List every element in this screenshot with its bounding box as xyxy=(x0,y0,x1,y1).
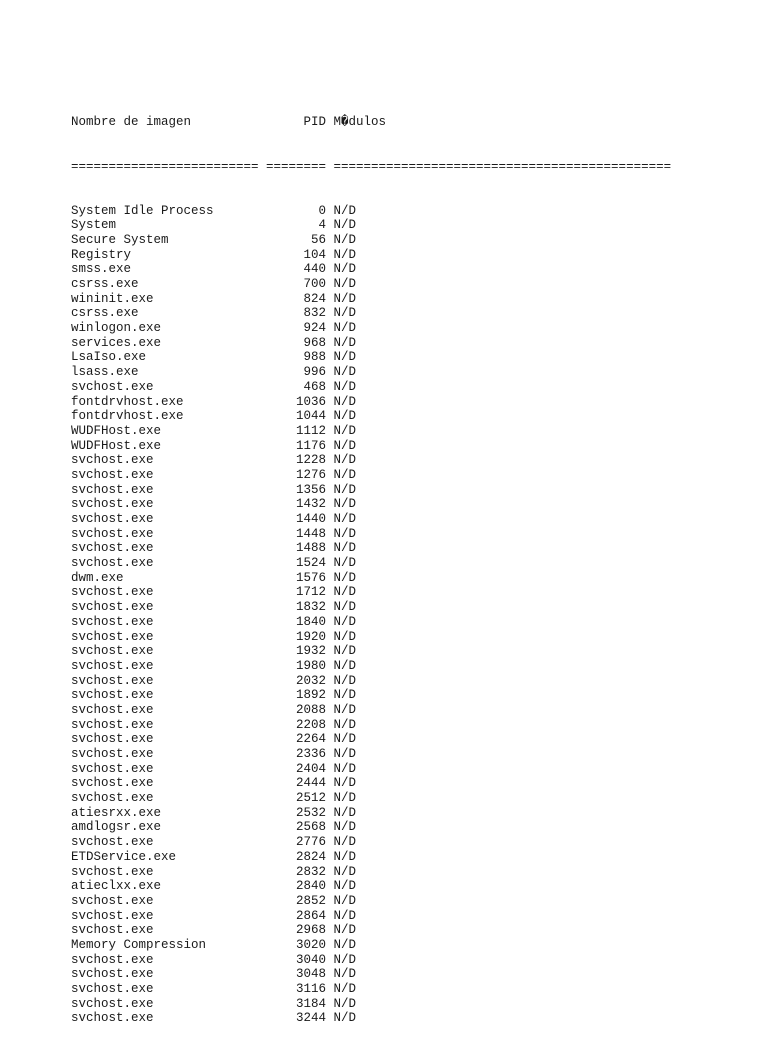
table-row xyxy=(71,321,671,336)
process-listing xyxy=(71,86,671,1041)
process-name: svchost.exe xyxy=(71,864,154,879)
table-row xyxy=(71,262,671,277)
process-modules: N/D xyxy=(333,776,357,791)
process-modules: N/D xyxy=(333,453,357,468)
process-modules: N/D xyxy=(333,262,357,277)
table-row xyxy=(71,527,671,542)
process-pid: 1112 xyxy=(296,423,327,438)
process-name: lsass.exe xyxy=(71,365,139,380)
process-pid: 832 xyxy=(303,306,327,321)
process-pid: 1276 xyxy=(296,467,327,482)
table-row xyxy=(71,483,671,498)
table-row xyxy=(71,277,671,292)
table-row xyxy=(71,923,671,938)
process-pid: 1448 xyxy=(296,526,327,541)
process-name: services.exe xyxy=(71,335,162,350)
table-row xyxy=(71,409,671,424)
table-row xyxy=(71,600,671,615)
table-row xyxy=(71,850,671,865)
process-name: fontdrvhost.exe xyxy=(71,409,184,424)
table-row xyxy=(71,204,671,219)
process-name: Memory Compression xyxy=(71,937,207,952)
process-modules: N/D xyxy=(333,247,357,262)
process-pid: 1356 xyxy=(296,482,327,497)
table-row xyxy=(71,350,671,365)
process-pid: 2264 xyxy=(296,732,327,747)
process-modules: N/D xyxy=(333,277,357,292)
process-modules: N/D xyxy=(333,908,357,923)
process-pid: 700 xyxy=(303,277,327,292)
process-pid: 988 xyxy=(303,350,327,365)
process-name: svchost.exe xyxy=(71,732,154,747)
table-row xyxy=(71,615,671,630)
table-row xyxy=(71,248,671,263)
process-modules: N/D xyxy=(333,791,357,806)
process-name: svchost.exe xyxy=(71,556,154,571)
process-pid: 3040 xyxy=(296,952,327,967)
process-pid: 2512 xyxy=(296,791,327,806)
process-modules: N/D xyxy=(333,864,357,879)
process-name: smss.exe xyxy=(71,262,132,277)
process-modules: N/D xyxy=(333,982,357,997)
process-modules: N/D xyxy=(333,629,357,644)
table-row xyxy=(71,453,671,468)
process-name: svchost.exe xyxy=(71,952,154,967)
process-name: svchost.exe xyxy=(71,702,154,717)
table-row xyxy=(71,997,671,1012)
header-image-name: Nombre de imagen xyxy=(71,115,192,130)
process-modules: N/D xyxy=(333,570,357,585)
table-row xyxy=(71,541,671,556)
process-name: WUDFHost.exe xyxy=(71,438,162,453)
process-modules: N/D xyxy=(333,952,357,967)
process-modules: N/D xyxy=(333,585,357,600)
process-pid: 3184 xyxy=(296,996,327,1011)
table-row xyxy=(71,747,671,762)
process-modules: N/D xyxy=(333,541,357,556)
process-modules: N/D xyxy=(333,835,357,850)
process-pid: 1576 xyxy=(296,570,327,585)
process-modules: N/D xyxy=(333,658,357,673)
process-modules: N/D xyxy=(333,732,357,747)
process-name: atieclxx.exe xyxy=(71,879,162,894)
table-row xyxy=(71,835,671,850)
process-name: svchost.exe xyxy=(71,761,154,776)
process-modules: N/D xyxy=(333,467,357,482)
process-modules: N/D xyxy=(333,923,357,938)
process-modules: N/D xyxy=(333,321,357,336)
process-pid: 1440 xyxy=(296,512,327,527)
process-pid: 2864 xyxy=(296,908,327,923)
process-name: svchost.exe xyxy=(71,600,154,615)
process-modules: N/D xyxy=(333,512,357,527)
process-name: csrss.exe xyxy=(71,306,139,321)
process-modules: N/D xyxy=(333,203,357,218)
process-pid: 3020 xyxy=(296,937,327,952)
process-name: svchost.exe xyxy=(71,908,154,923)
process-name: LsaIso.exe xyxy=(71,350,147,365)
process-pid: 1036 xyxy=(296,394,327,409)
process-rows xyxy=(71,204,671,1027)
process-modules: N/D xyxy=(333,600,357,615)
table-row xyxy=(71,865,671,880)
process-modules: N/D xyxy=(333,232,357,247)
process-name: svchost.exe xyxy=(71,835,154,850)
process-name: Registry xyxy=(71,247,132,262)
table-row xyxy=(71,659,671,674)
process-modules: N/D xyxy=(333,556,357,571)
process-modules: N/D xyxy=(333,350,357,365)
process-modules: N/D xyxy=(333,438,357,453)
process-modules: N/D xyxy=(333,967,357,982)
process-modules: N/D xyxy=(333,291,357,306)
process-modules: N/D xyxy=(333,644,357,659)
process-modules: N/D xyxy=(333,761,357,776)
table-row xyxy=(71,820,671,835)
table-row xyxy=(71,556,671,571)
process-name: svchost.exe xyxy=(71,467,154,482)
table-row xyxy=(71,644,671,659)
process-modules: N/D xyxy=(333,702,357,717)
process-pid: 1228 xyxy=(296,453,327,468)
table-row xyxy=(71,571,671,586)
table-row xyxy=(71,439,671,454)
process-pid: 2404 xyxy=(296,761,327,776)
process-name: svchost.exe xyxy=(71,893,154,908)
process-pid: 1932 xyxy=(296,644,327,659)
process-name: svchost.exe xyxy=(71,747,154,762)
table-row xyxy=(71,497,671,512)
process-modules: N/D xyxy=(333,482,357,497)
process-name: svchost.exe xyxy=(71,673,154,688)
process-pid: 924 xyxy=(303,321,327,336)
process-modules: N/D xyxy=(333,893,357,908)
process-pid: 1840 xyxy=(296,614,327,629)
process-pid: 2832 xyxy=(296,864,327,879)
table-row xyxy=(71,879,671,894)
table-row xyxy=(71,380,671,395)
process-pid: 996 xyxy=(303,365,327,380)
process-modules: N/D xyxy=(333,688,357,703)
process-modules: N/D xyxy=(333,747,357,762)
table-row xyxy=(71,909,671,924)
process-name: winlogon.exe xyxy=(71,321,162,336)
table-row xyxy=(71,688,671,703)
header-pid: PID xyxy=(303,115,327,130)
process-pid: 1176 xyxy=(296,438,327,453)
separator-pid: ======== xyxy=(266,159,327,174)
process-name: amdlogsr.exe xyxy=(71,820,162,835)
process-modules: N/D xyxy=(333,1011,357,1026)
process-pid: 2532 xyxy=(296,805,327,820)
process-pid: 2336 xyxy=(296,747,327,762)
process-modules: N/D xyxy=(333,996,357,1011)
process-pid: 1524 xyxy=(296,556,327,571)
table-row xyxy=(71,762,671,777)
process-pid: 1488 xyxy=(296,541,327,556)
table-row xyxy=(71,894,671,909)
process-modules: N/D xyxy=(333,849,357,864)
process-pid: 2840 xyxy=(296,879,327,894)
process-modules: N/D xyxy=(333,614,357,629)
process-pid: 1044 xyxy=(296,409,327,424)
table-row xyxy=(71,233,671,248)
separator-name: ========================= xyxy=(71,159,259,174)
process-pid: 824 xyxy=(303,291,327,306)
process-pid: 2208 xyxy=(296,717,327,732)
process-pid: 2444 xyxy=(296,776,327,791)
process-modules: N/D xyxy=(333,879,357,894)
process-pid: 468 xyxy=(303,379,327,394)
process-name: svchost.exe xyxy=(71,967,154,982)
table-row xyxy=(71,218,671,233)
table-row xyxy=(71,424,671,439)
process-name: svchost.exe xyxy=(71,644,154,659)
process-name: svchost.exe xyxy=(71,791,154,806)
table-row xyxy=(71,718,671,733)
process-pid: 1980 xyxy=(296,658,327,673)
process-name: svchost.exe xyxy=(71,923,154,938)
process-name: svchost.exe xyxy=(71,453,154,468)
process-name: svchost.exe xyxy=(71,512,154,527)
process-name: atiesrxx.exe xyxy=(71,805,162,820)
process-pid: 56 xyxy=(311,232,327,247)
table-row xyxy=(71,938,671,953)
table-row xyxy=(71,732,671,747)
table-row xyxy=(71,674,671,689)
process-modules: N/D xyxy=(333,335,357,350)
process-name: wininit.exe xyxy=(71,291,154,306)
process-name: svchost.exe xyxy=(71,526,154,541)
table-row xyxy=(71,776,671,791)
process-name: svchost.exe xyxy=(71,585,154,600)
process-name: svchost.exe xyxy=(71,717,154,732)
process-pid: 1832 xyxy=(296,600,327,615)
process-pid: 1712 xyxy=(296,585,327,600)
table-row xyxy=(71,791,671,806)
process-pid: 3244 xyxy=(296,1011,327,1026)
separator-modules: ============================================= xyxy=(333,159,672,174)
process-name: svchost.exe xyxy=(71,497,154,512)
process-pid: 3048 xyxy=(296,967,327,982)
process-pid: 104 xyxy=(303,247,327,262)
process-name: svchost.exe xyxy=(71,982,154,997)
process-modules: N/D xyxy=(333,365,357,380)
table-row xyxy=(71,365,671,380)
process-modules: N/D xyxy=(333,937,357,952)
process-pid: 1892 xyxy=(296,688,327,703)
process-pid: 1432 xyxy=(296,497,327,512)
process-name: fontdrvhost.exe xyxy=(71,394,184,409)
process-name: dwm.exe xyxy=(71,570,124,585)
process-modules: N/D xyxy=(333,497,357,512)
process-pid: 3116 xyxy=(296,982,327,997)
process-name: System Idle Process xyxy=(71,203,214,218)
process-pid: 0 xyxy=(318,203,327,218)
process-name: svchost.exe xyxy=(71,379,154,394)
process-modules: N/D xyxy=(333,673,357,688)
table-row xyxy=(71,395,671,410)
process-name: Secure System xyxy=(71,232,169,247)
process-pid: 2088 xyxy=(296,702,327,717)
process-name: System xyxy=(71,218,117,233)
process-name: csrss.exe xyxy=(71,277,139,292)
process-pid: 440 xyxy=(303,262,327,277)
process-modules: N/D xyxy=(333,394,357,409)
process-name: ETDService.exe xyxy=(71,849,177,864)
table-row xyxy=(71,585,671,600)
process-name: svchost.exe xyxy=(71,482,154,497)
process-modules: N/D xyxy=(333,423,357,438)
header-modules: M�dulos xyxy=(333,115,387,130)
table-row xyxy=(71,806,671,821)
table-row xyxy=(71,336,671,351)
process-modules: N/D xyxy=(333,306,357,321)
process-name: svchost.exe xyxy=(71,614,154,629)
header-row xyxy=(71,115,671,130)
table-row xyxy=(71,468,671,483)
process-modules: N/D xyxy=(333,379,357,394)
process-pid: 2568 xyxy=(296,820,327,835)
table-row xyxy=(71,292,671,307)
separator-row xyxy=(71,160,671,175)
table-row xyxy=(71,953,671,968)
process-pid: 968 xyxy=(303,335,327,350)
process-pid: 2968 xyxy=(296,923,327,938)
process-name: svchost.exe xyxy=(71,541,154,556)
table-row xyxy=(71,967,671,982)
table-row xyxy=(71,512,671,527)
process-modules: N/D xyxy=(333,409,357,424)
process-pid: 4 xyxy=(318,218,327,233)
process-name: svchost.exe xyxy=(71,996,154,1011)
table-row xyxy=(71,630,671,645)
table-row xyxy=(71,703,671,718)
process-name: svchost.exe xyxy=(71,1011,154,1026)
process-modules: N/D xyxy=(333,218,357,233)
process-pid: 2852 xyxy=(296,893,327,908)
process-modules: N/D xyxy=(333,805,357,820)
process-name: svchost.exe xyxy=(71,776,154,791)
process-pid: 2776 xyxy=(296,835,327,850)
table-row xyxy=(71,306,671,321)
process-pid: 2824 xyxy=(296,849,327,864)
process-name: WUDFHost.exe xyxy=(71,423,162,438)
process-name: svchost.exe xyxy=(71,688,154,703)
process-pid: 1920 xyxy=(296,629,327,644)
process-modules: N/D xyxy=(333,717,357,732)
process-name: svchost.exe xyxy=(71,629,154,644)
process-modules: N/D xyxy=(333,820,357,835)
process-name: svchost.exe xyxy=(71,658,154,673)
process-modules: N/D xyxy=(333,526,357,541)
table-row xyxy=(71,982,671,997)
process-pid: 2032 xyxy=(296,673,327,688)
